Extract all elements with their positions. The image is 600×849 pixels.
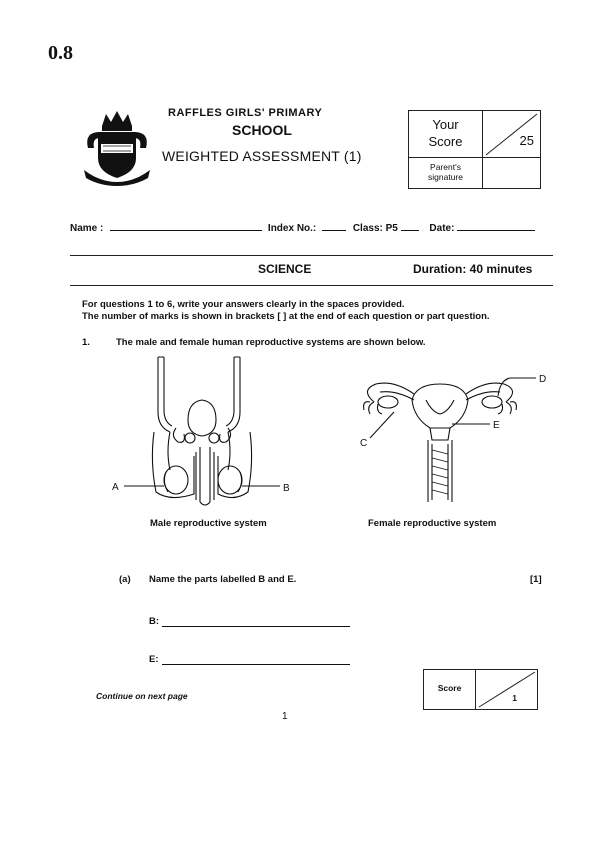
score-box xyxy=(408,110,541,189)
female-reproductive-diagram xyxy=(340,360,550,510)
part-a-text: Name the parts labelled B and E. xyxy=(149,574,297,585)
version-label: 0.8 xyxy=(48,42,73,64)
answer-e-field[interactable] xyxy=(162,664,350,665)
label-e: E xyxy=(493,420,500,431)
your-score-label xyxy=(409,111,483,158)
parent-signature-label xyxy=(409,158,483,188)
label-a: A xyxy=(112,482,119,493)
answer-b-field[interactable] xyxy=(162,626,350,627)
question-score-box[interactable] xyxy=(423,669,538,710)
assessment-title: WEIGHTED ASSESSMENT (1) xyxy=(162,148,362,164)
index-label: Index No.: xyxy=(267,223,317,234)
class-field[interactable] xyxy=(401,221,419,231)
score-total: 25 xyxy=(519,133,534,148)
label-c: C xyxy=(360,438,368,449)
continue-note: Continue on next page xyxy=(96,691,188,701)
divider-top xyxy=(70,255,553,256)
instructions-line2: The number of marks is shown in brackets [ ] at the end of each question or part question. xyxy=(82,311,490,322)
part-a-marks: [1] xyxy=(530,574,542,585)
label-d: D xyxy=(539,374,547,385)
instructions-line1: For questions 1 to 6, write your answers clearly in the spaces provided. xyxy=(82,299,405,310)
label-b: B xyxy=(283,483,290,494)
male-diagram-caption: Male reproductive system xyxy=(150,518,267,529)
answer-e-label: E: xyxy=(149,654,159,665)
question-score-label: Score xyxy=(424,670,476,709)
answer-b-label: B: xyxy=(149,616,160,627)
question-score-slash xyxy=(476,670,537,709)
date-label: Date: xyxy=(429,223,455,234)
school-name-line1: RAFFLES GIRLS' PRIMARY xyxy=(168,107,323,119)
duration-label: Duration: 40 minutes xyxy=(413,262,533,276)
student-info-row xyxy=(70,221,535,234)
score-total-cell[interactable] xyxy=(483,111,540,158)
your-label-line1: Your xyxy=(432,117,459,132)
male-reproductive-diagram xyxy=(110,352,300,512)
divider-bottom xyxy=(70,285,553,286)
name-field[interactable] xyxy=(110,221,262,231)
parent-signature-field[interactable] xyxy=(483,158,540,188)
parent-label-line1: Parent's xyxy=(430,162,461,172)
part-a-letter: (a) xyxy=(119,574,131,585)
school-crest-icon xyxy=(80,108,154,186)
school-name-line2: SCHOOL xyxy=(232,122,292,138)
class-label: Class: P5 xyxy=(352,223,398,234)
instructions xyxy=(82,299,490,323)
parent-label-line2: signature xyxy=(428,172,463,182)
subject-title: SCIENCE xyxy=(258,262,312,276)
question-text: The male and female human reproductive systems are shown below. xyxy=(116,337,426,348)
page-number: 1 xyxy=(282,711,288,722)
name-label: Name : xyxy=(70,223,104,234)
date-field[interactable] xyxy=(457,221,535,231)
index-field[interactable] xyxy=(322,221,346,231)
question-number: 1. xyxy=(82,337,90,348)
female-diagram-caption: Female reproductive system xyxy=(368,518,497,529)
your-label-line2: Score xyxy=(428,134,463,149)
question-score-total: 1 xyxy=(512,693,517,703)
